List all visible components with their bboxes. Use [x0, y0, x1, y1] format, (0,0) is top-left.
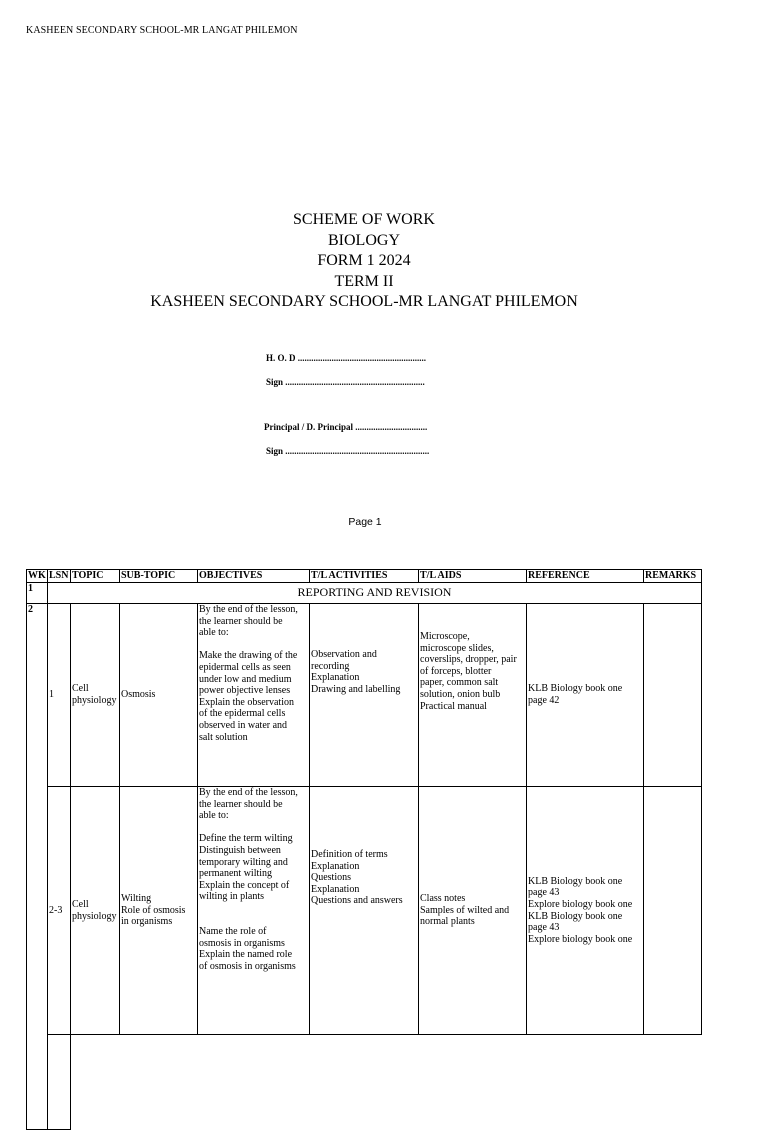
header-cell: T/L ACTIVITIES — [310, 570, 419, 583]
header-cell: SUB-TOPIC — [120, 570, 198, 583]
page-number: Page 1 — [348, 516, 382, 528]
remarks-cell — [644, 604, 702, 787]
subtopic-cell: Osmosis — [120, 604, 198, 787]
table-row — [27, 1035, 702, 1130]
reporting-revision-cell: REPORTING AND REVISION — [48, 583, 702, 604]
empty-cell — [71, 1035, 702, 1130]
header-cell: OBJECTIVES — [198, 570, 310, 583]
title-line: TERM II — [334, 272, 394, 290]
hod-sign-line: Sign .............................................................. — [266, 377, 425, 387]
running-header: KASHEEN SECONDARY SCHOOL-MR LANGAT PHILEMON — [26, 25, 298, 36]
lesson-cell — [48, 1035, 71, 1130]
activities-cell: Observation and recording Explanation Drawing and labelling — [310, 604, 419, 787]
title-line: FORM 1 2024 — [317, 252, 411, 270]
topic-cell: Cell physiology — [71, 604, 120, 787]
principal-sign-line: Sign ................................................................ — [266, 446, 430, 456]
header-cell: TOPIC — [71, 570, 120, 583]
objectives-cell: By the end of the lesson, the learner should be able to: Make the drawing of the epidermal cells as seen under low and medium power objective lenses Explain the observation of the epidermal cells observed in water and salt solution — [198, 604, 310, 787]
objectives-cell: By the end of the lesson, the learner should be able to: Define the term wilting Distinguish between temporary wilting and permanent wilting Explain the concept of wilting in plants Name the role of osmosis in organisms Explain the named role of osmosis in organisms — [198, 787, 310, 1035]
activities-cell: Definition of terms Explanation Questions Explanation Questions and answers — [310, 787, 419, 1035]
table-header-row — [27, 570, 702, 583]
header-cell: REMARKS — [644, 570, 702, 583]
remarks-cell — [644, 787, 702, 1035]
week-cell: 1 — [27, 583, 48, 604]
hod-signature-line: H. O. D ......................................................... — [266, 353, 427, 363]
reference-cell: KLB Biology book one page 43 Explore biology book one KLB Biology book one page 43 Explore biology book one — [527, 787, 644, 1035]
header-cell: REFERENCE — [527, 570, 644, 583]
aids-cell: Microscope, microscope slides, coverslips, dropper, pair of forceps, blotter paper, common salt solution, onion bulb Practical manual — [419, 604, 527, 787]
lesson-cell: 1 — [48, 604, 71, 787]
table-row — [27, 787, 702, 1035]
title-line: BIOLOGY — [328, 231, 400, 249]
header-cell: WK — [28, 570, 46, 582]
scheme-table — [26, 569, 702, 1130]
principal-signature-line: Principal / D. Principal ................................ — [264, 422, 428, 432]
aids-cell: Class notes Samples of wilted and normal plants — [419, 787, 527, 1035]
reference-cell: KLB Biology book one page 42 — [527, 604, 644, 787]
header-cell: T/L AIDS — [419, 570, 527, 583]
lesson-cell: 2-3 — [48, 787, 71, 1035]
subtopic-cell: Wilting Role of osmosis in organisms — [120, 787, 198, 1035]
topic-cell: Cell physiology — [71, 787, 120, 1035]
title-line: KASHEEN SECONDARY SCHOOL-MR LANGAT PHILEMON — [150, 293, 578, 311]
title-block — [0, 210, 728, 313]
table-row — [27, 604, 702, 787]
week-cell: 2 — [27, 604, 48, 1130]
table-row — [27, 583, 702, 604]
title-line: SCHEME OF WORK — [293, 211, 435, 228]
header-cell: LSN — [48, 570, 71, 583]
